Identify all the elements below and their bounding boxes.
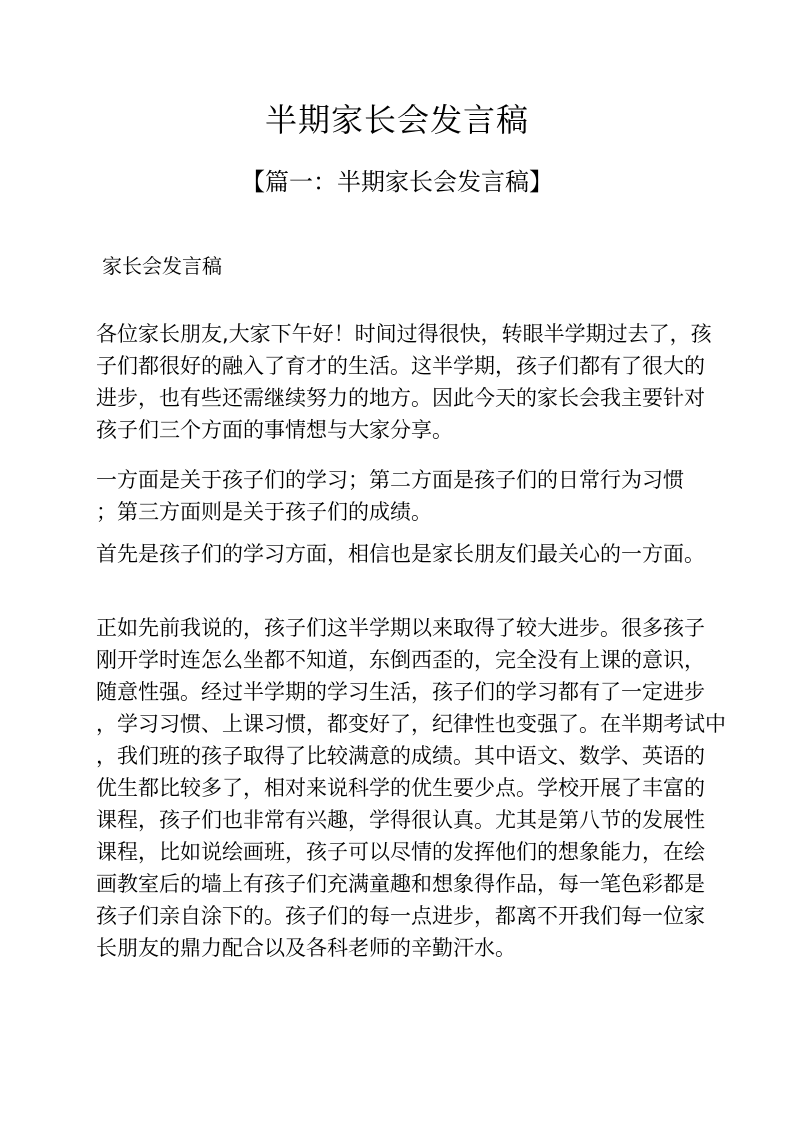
paragraph-progress <box>96 612 726 964</box>
section-heading: 家长会发言稿 <box>102 254 222 278</box>
text-line: 随意性强。经过半学期的学习生活，孩子们的学习都有了一定进步 <box>96 680 705 704</box>
paragraph-aspects <box>96 464 696 528</box>
text-line: 课程，孩子们也非常有兴趣，学得很认真。尤其是第八节的发展性 <box>96 808 705 832</box>
text-line: 长朋友的鼎力配合以及各科老师的辛勤汗水。 <box>96 936 516 960</box>
text-line: 进步，也有些还需继续努力的地方。因此今天的家长会我主要针对 <box>96 386 705 410</box>
text-line: 孩子们亲自涂下的。孩子们的每一点进步，都离不开我们每一位家 <box>96 904 705 928</box>
text-line: 子们都很好的融入了育才的生活。这半学期，孩子们都有了很大的 <box>96 354 705 378</box>
text-line: 各位家长朋友,大家下午好！时间过得很快，转眼半学期过去了，孩 <box>96 322 712 346</box>
text-line: ；第三方面则是关于孩子们的成绩。 <box>96 500 432 524</box>
text-line: 孩子们三个方面的事情想与大家分享。 <box>96 418 453 442</box>
text-line: 课程，比如说绘画班，孩子可以尽情的发挥他们的想象能力，在绘 <box>96 840 705 864</box>
text-line: 优生都比较多了，相对来说科学的优生要少点。学校开展了丰富的 <box>96 776 705 800</box>
text-line: 首先是孩子们的学习方面，相信也是家长朋友们最关心的一方面。 <box>96 542 705 566</box>
text-line: 一方面是关于孩子们的学习；第二方面是孩子们的日常行为习惯 <box>96 468 684 492</box>
text-line: 正如先前我说的，孩子们这半学期以来取得了较大进步。很多孩子 <box>96 616 705 640</box>
text-line: ，学习习惯、上课习惯，都变好了，纪律性也变强了。在半期考试中 <box>96 712 726 736</box>
paragraph-study-intro <box>96 538 705 570</box>
text-line: 画教室后的墙上有孩子们充满童趣和想象得作品，每一笔色彩都是 <box>96 872 705 896</box>
document-subtitle: 【篇一：半期家长会发言稿】 <box>241 168 553 196</box>
document-title: 半期家长会发言稿 <box>264 101 529 139</box>
text-line: 刚开学时连怎么坐都不知道，东倒西歪的，完全没有上课的意识， <box>96 648 705 672</box>
paragraph-greeting <box>96 318 712 446</box>
text-line: ，我们班的孩子取得了比较满意的成绩。其中语文、数学、英语的 <box>96 744 705 768</box>
